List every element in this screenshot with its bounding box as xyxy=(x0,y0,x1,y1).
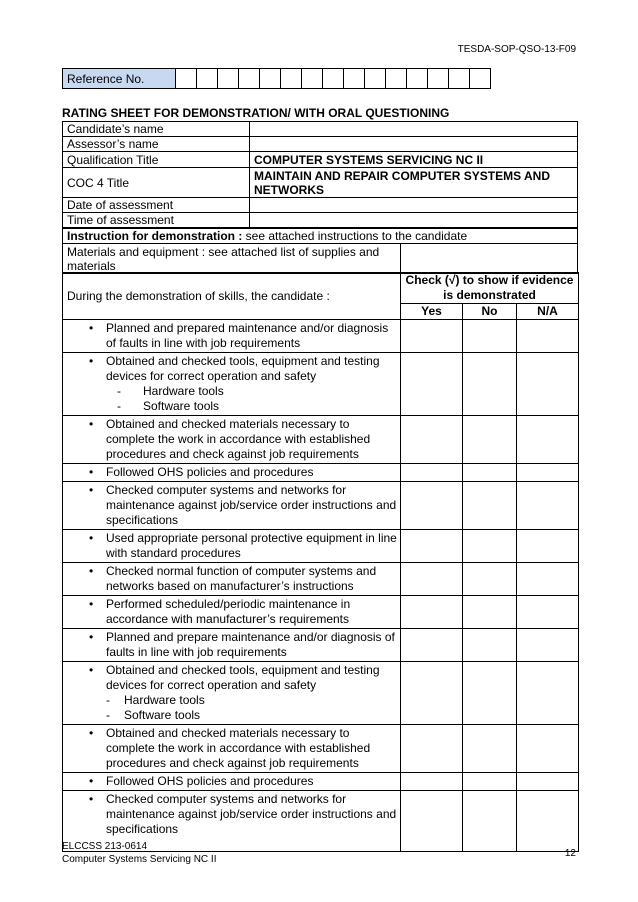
check-no-cell[interactable] xyxy=(463,596,517,629)
criteria-text: Checked computer systems and networks for maintenance against job/service order instructions and specifications xyxy=(106,792,397,836)
criteria-row xyxy=(63,530,579,563)
footer-left xyxy=(62,840,217,866)
check-no-cell[interactable] xyxy=(463,629,517,662)
check-no-cell[interactable] xyxy=(463,563,517,596)
sub-item: - Software tools xyxy=(117,399,220,413)
reference-digit-box[interactable] xyxy=(449,69,470,89)
info-label: COC 4 Title xyxy=(63,168,250,198)
bullet-icon: • xyxy=(89,774,94,788)
criteria-cell xyxy=(63,320,401,353)
check-yes-cell[interactable] xyxy=(401,353,463,416)
criteria-text: Checked computer systems and networks for maintenance against job/service order instructions and specifications xyxy=(106,483,397,527)
criteria-row xyxy=(63,416,579,464)
bullet-icon: • xyxy=(89,726,94,740)
reference-digit-box[interactable] xyxy=(281,69,302,89)
criteria-cell xyxy=(63,596,401,629)
na-column-header: N/A xyxy=(517,304,579,320)
check-yes-cell[interactable] xyxy=(401,629,463,662)
bullet-icon: • xyxy=(89,465,94,479)
yes-column-header: Yes xyxy=(401,304,463,320)
page-number: 12 xyxy=(564,848,576,859)
info-label: Assessor’s name xyxy=(63,137,250,152)
check-na-cell[interactable] xyxy=(517,596,579,629)
sub-item-list xyxy=(106,693,398,723)
assessment-date-field[interactable] xyxy=(250,198,578,213)
info-label: Candidate’s name xyxy=(63,122,250,137)
check-no-cell[interactable] xyxy=(463,791,517,852)
criteria-cell xyxy=(63,464,401,482)
info-label: Time of assessment xyxy=(63,213,250,228)
candidate-name-field[interactable] xyxy=(250,122,578,137)
candidate-info-table xyxy=(62,121,578,228)
check-no-cell[interactable] xyxy=(463,416,517,464)
criteria-cell xyxy=(63,662,401,725)
check-no-cell[interactable] xyxy=(463,725,517,773)
check-yes-cell[interactable] xyxy=(401,320,463,353)
criteria-row xyxy=(63,482,579,530)
footer-code: ELCCSS 213-0614 xyxy=(62,841,148,852)
reference-digit-box[interactable] xyxy=(176,69,197,89)
materials-text: Materials and equipment : see attached list of supplies and materials xyxy=(63,244,401,274)
criteria-cell xyxy=(63,530,401,563)
sub-item-list xyxy=(106,384,398,414)
instruction-label: Instruction for demonstration : xyxy=(67,229,243,243)
reference-digit-box[interactable] xyxy=(197,69,218,89)
check-na-cell[interactable] xyxy=(517,464,579,482)
dash-icon: - xyxy=(106,693,110,707)
reference-digit-box[interactable] xyxy=(344,69,365,89)
check-na-cell[interactable] xyxy=(517,530,579,563)
rating-table xyxy=(62,272,579,852)
criteria-row xyxy=(63,353,579,416)
check-no-cell[interactable] xyxy=(463,464,517,482)
footer-qualification: Computer Systems Servicing NC II xyxy=(62,854,217,865)
criteria-row xyxy=(63,725,579,773)
sheet-title: RATING SHEET FOR DEMONSTRATION/ WITH ORAL QUESTIONING xyxy=(62,106,450,120)
criteria-cell xyxy=(63,416,401,464)
sub-item: - Hardware tools xyxy=(117,384,224,398)
check-na-cell[interactable] xyxy=(517,629,579,662)
criteria-text: Planned and prepared maintenance and/or diagnosis of faults in line with job requirements xyxy=(106,321,389,350)
coc-title-value: MAINTAIN AND REPAIR COMPUTER SYSTEMS AND NETWORKS xyxy=(250,168,578,198)
check-na-cell[interactable] xyxy=(517,773,579,791)
assessment-time-field[interactable] xyxy=(250,213,578,228)
assessor-name-field[interactable] xyxy=(250,137,578,152)
qualification-title-value: COMPUTER SYSTEMS SERVICING NC II xyxy=(250,152,578,168)
instruction-text: see attached instructions to the candidate xyxy=(242,229,468,243)
reference-digit-box[interactable] xyxy=(239,69,260,89)
check-na-cell[interactable] xyxy=(517,791,579,852)
check-na-cell[interactable] xyxy=(517,353,579,416)
bullet-icon: • xyxy=(89,663,94,677)
check-yes-cell[interactable] xyxy=(401,416,463,464)
check-yes-cell[interactable] xyxy=(401,596,463,629)
reference-number-table xyxy=(62,68,491,89)
document-code: TESDA-SOP-QSO-13-F09 xyxy=(457,44,576,55)
criteria-cell xyxy=(63,353,401,416)
bullet-icon: • xyxy=(89,321,94,335)
materials-blank xyxy=(401,244,578,274)
check-na-cell[interactable] xyxy=(517,482,579,530)
check-no-cell[interactable] xyxy=(463,530,517,563)
instructions-table xyxy=(62,228,578,274)
reference-digit-box[interactable] xyxy=(218,69,239,89)
criteria-cell xyxy=(63,773,401,791)
reference-digit-box[interactable] xyxy=(470,69,491,89)
dash-icon: - xyxy=(106,708,110,722)
check-yes-cell[interactable] xyxy=(401,563,463,596)
reference-digit-box[interactable] xyxy=(407,69,428,89)
rating-lead-text: During the demonstration of skills, the candidate : xyxy=(63,273,401,320)
criteria-row xyxy=(63,773,579,791)
check-header-line2: is demonstrated xyxy=(443,288,536,302)
reference-digit-box[interactable] xyxy=(260,69,281,89)
bullet-icon: • xyxy=(89,564,94,578)
check-header-line1: Check (√) to show if evidence xyxy=(405,273,574,287)
check-yes-cell[interactable] xyxy=(401,530,463,563)
reference-digit-box[interactable] xyxy=(365,69,386,89)
info-label: Qualification Title xyxy=(63,152,250,168)
criteria-row xyxy=(63,320,579,353)
dash-icon: - xyxy=(117,384,121,398)
bullet-icon: • xyxy=(89,597,94,611)
check-no-cell[interactable] xyxy=(463,662,517,725)
check-no-cell[interactable] xyxy=(463,773,517,791)
criteria-text: Obtained and checked tools, equipment and testing devices for correct operation and safety xyxy=(106,354,380,383)
criteria-cell xyxy=(63,482,401,530)
criteria-text: Obtained and checked materials necessary to complete the work in accordance with established procedures and check against job requirements xyxy=(106,726,371,770)
criteria-row xyxy=(63,596,579,629)
dash-icon: - xyxy=(117,399,121,413)
check-na-cell[interactable] xyxy=(517,563,579,596)
criteria-text: Obtained and checked materials necessary to complete the work in accordance with established procedures and check against job requirements xyxy=(106,417,371,461)
sub-item: - Software tools xyxy=(106,708,201,722)
check-no-cell[interactable] xyxy=(463,482,517,530)
info-label: Date of assessment xyxy=(63,198,250,213)
criteria-text: Obtained and checked tools, equipment and testing devices for correct operation and safety xyxy=(106,663,380,692)
criteria-cell xyxy=(63,563,401,596)
reference-digit-box[interactable] xyxy=(386,69,407,89)
check-yes-cell[interactable] xyxy=(401,791,463,852)
criteria-text: Followed OHS policies and procedures xyxy=(106,774,314,788)
check-yes-cell[interactable] xyxy=(401,464,463,482)
instruction-row xyxy=(63,229,578,244)
criteria-row xyxy=(63,563,579,596)
check-no-cell[interactable] xyxy=(463,320,517,353)
bullet-icon: • xyxy=(89,417,94,431)
criteria-text: Planned and prepare maintenance and/or diagnosis of faults in line with job requirements xyxy=(106,630,395,659)
sub-item: - Hardware tools xyxy=(106,693,205,707)
reference-digit-box[interactable] xyxy=(323,69,344,89)
check-yes-cell[interactable] xyxy=(401,482,463,530)
criteria-row xyxy=(63,629,579,662)
criteria-cell xyxy=(63,725,401,773)
bullet-icon: • xyxy=(89,792,94,806)
criteria-cell xyxy=(63,629,401,662)
bullet-icon: • xyxy=(89,531,94,545)
check-yes-cell[interactable] xyxy=(401,725,463,773)
criteria-row xyxy=(63,464,579,482)
check-no-cell[interactable] xyxy=(463,353,517,416)
check-yes-cell[interactable] xyxy=(401,773,463,791)
check-header xyxy=(401,273,579,304)
check-na-cell[interactable] xyxy=(517,725,579,773)
check-yes-cell[interactable] xyxy=(401,662,463,725)
criteria-text: Performed scheduled/periodic maintenance in accordance with manufacturer’s requirements xyxy=(106,597,351,626)
reference-digit-box[interactable] xyxy=(428,69,449,89)
check-na-cell[interactable] xyxy=(517,416,579,464)
reference-digit-box[interactable] xyxy=(302,69,323,89)
criteria-text: Followed OHS policies and procedures xyxy=(106,465,314,479)
bullet-icon: • xyxy=(89,354,94,368)
check-na-cell[interactable] xyxy=(517,662,579,725)
criteria-text: Used appropriate personal protective equipment in line with standard procedures xyxy=(106,531,397,560)
check-na-cell[interactable] xyxy=(517,320,579,353)
reference-number-label: Reference No. xyxy=(63,69,176,89)
criteria-row xyxy=(63,662,579,725)
no-column-header: No xyxy=(463,304,517,320)
bullet-icon: • xyxy=(89,630,94,644)
bullet-icon: • xyxy=(89,483,94,497)
criteria-text: Checked normal function of computer systems and networks based on manufacturer’s instructions xyxy=(106,564,377,593)
